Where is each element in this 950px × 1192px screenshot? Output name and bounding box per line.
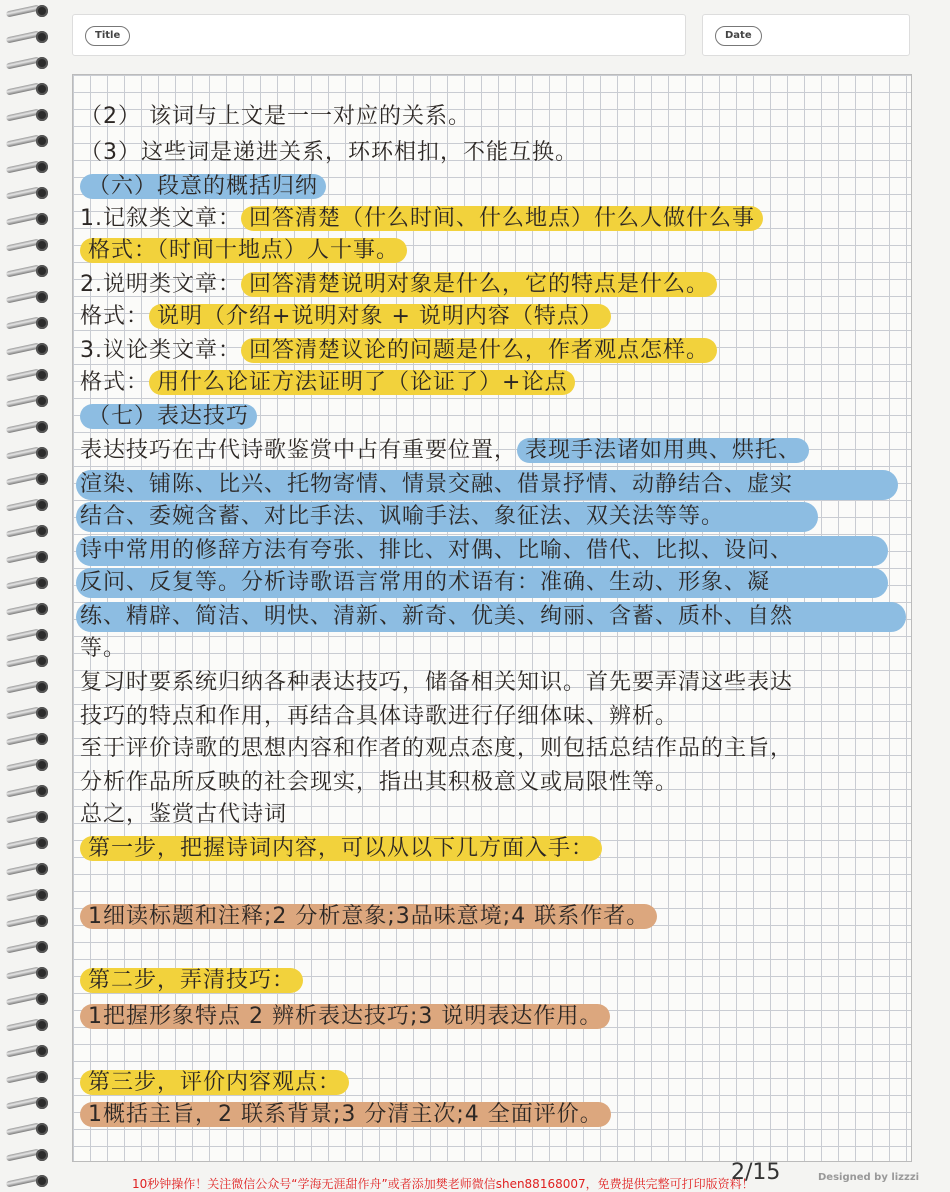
highlight-text: 回答清楚议论的问题是什么，作者观点怎样。	[241, 338, 717, 363]
line-label: 格式：	[80, 370, 150, 395]
title-field[interactable]	[72, 14, 686, 56]
heading-text: （七）表达技巧	[80, 404, 257, 429]
spiral-ring	[6, 1148, 50, 1162]
spiral-ring	[6, 368, 50, 382]
spiral-ring	[6, 472, 50, 486]
text-line: 等。	[80, 636, 127, 661]
spiral-ring	[6, 498, 50, 512]
spiral-ring	[6, 212, 50, 226]
line-label: 1.记叙类文章：	[80, 206, 241, 231]
spiral-ring	[6, 1096, 50, 1110]
title-label: Title	[85, 26, 130, 46]
spiral-ring	[6, 1070, 50, 1084]
spiral-ring	[6, 810, 50, 824]
highlight-text: 回答清楚说明对象是什么，它的特点是什么。	[241, 272, 717, 297]
text-line	[80, 270, 717, 300]
spiral-ring	[6, 758, 50, 772]
text-line: （3）这些词是递进关系，环环相扣，不能互换。	[80, 140, 578, 165]
spiral-ring	[6, 134, 50, 148]
spiral-ring	[6, 914, 50, 928]
section-heading	[80, 172, 326, 202]
spiral-ring	[6, 290, 50, 304]
highlight-text: 第一步，把握诗词内容，可以从以下几方面入手：	[80, 836, 602, 861]
text-line: 诗中常用的修辞方法有夸张、排比、对偶、比喻、借代、比拟、设问、	[80, 538, 794, 563]
spiral-ring	[6, 836, 50, 850]
date-field[interactable]	[702, 14, 910, 56]
spiral-ring	[6, 992, 50, 1006]
text-line	[80, 1002, 610, 1032]
text-line	[80, 302, 611, 332]
spiral-ring	[6, 576, 50, 590]
text-line: 结合、委婉含蓄、对比手法、讽喻手法、象征法、双关法等等。	[80, 504, 725, 529]
spiral-ring	[6, 186, 50, 200]
text-line	[80, 966, 303, 996]
spiral-ring	[6, 1018, 50, 1032]
text-line: 至于评价诗歌的思想内容和作者的观点态度，则包括总结作品的主旨，	[80, 736, 794, 761]
text-line	[80, 436, 809, 466]
line-label: 3.议论类文章：	[80, 338, 241, 363]
spiral-ring	[6, 862, 50, 876]
text-line: 反问、反复等。分析诗歌语言常用的术语有：准确、生动、形象、凝	[80, 570, 771, 595]
date-label: Date	[715, 26, 762, 46]
spiral-ring	[6, 342, 50, 356]
spiral-ring	[6, 940, 50, 954]
text-line	[80, 336, 717, 366]
spiral-ring	[6, 160, 50, 174]
spiral-ring	[6, 420, 50, 434]
highlight-text: 第三步，评价内容观点：	[80, 1070, 349, 1095]
spiral-ring	[6, 628, 50, 642]
spiral-ring	[6, 394, 50, 408]
text-line: 复习时要系统归纳各种表达技巧，储备相关知识。首先要弄清这些表达	[80, 670, 794, 695]
spiral-ring	[6, 446, 50, 460]
line-label: 2.说明类文章：	[80, 272, 241, 297]
text-line	[80, 834, 602, 864]
spiral-ring	[6, 550, 50, 564]
spiral-ring	[6, 56, 50, 70]
highlight-text: 第二步，弄清技巧：	[80, 968, 303, 993]
spiral-ring	[6, 888, 50, 902]
text-line: 技巧的特点和作用，再结合具体诗歌进行仔细体味、辨析。	[80, 704, 679, 729]
spiral-ring	[6, 602, 50, 616]
spiral-ring	[6, 108, 50, 122]
spiral-ring	[6, 706, 50, 720]
line-label: 格式：	[80, 304, 150, 329]
text-line: （2） 该词与上文是一一对应的关系。	[80, 104, 471, 129]
highlight-text: 用什么论证方法证明了（论证了）+论点	[149, 370, 575, 395]
spiral-ring	[6, 1174, 50, 1188]
heading-text: （六）段意的概括归纳	[80, 174, 326, 199]
text-line: 练、精辟、简洁、明快、清新、新奇、优美、绚丽、含蓄、质朴、自然	[80, 604, 794, 629]
text-line	[80, 902, 657, 932]
highlight-text: 表现手法诸如用典、烘托、	[517, 438, 809, 463]
spiral-ring	[6, 1044, 50, 1058]
spiral-ring	[6, 238, 50, 252]
spiral-ring	[6, 316, 50, 330]
spiral-ring	[6, 784, 50, 798]
highlight-text: 1细读标题和注释;2 分析意象;3品味意境;4 联系作者。	[80, 904, 657, 929]
text-line	[80, 236, 407, 266]
spiral-ring	[6, 654, 50, 668]
highlight-text: 格式：（时间十地点）人十事。	[80, 238, 407, 263]
text-line	[80, 368, 575, 398]
text-line: 分析作品所反映的社会现实，指出其积极意义或局限性等。	[80, 770, 679, 795]
text-line	[80, 1068, 349, 1098]
spiral-ring	[6, 732, 50, 746]
line-label: 表达技巧在古代诗歌鉴赏中占有重要位置，	[80, 438, 518, 463]
highlight-text: 1概括主旨，2 联系背景;3 分清主次;4 全面评价。	[80, 1102, 611, 1127]
highlight-text: 回答清楚（什么时间、什么地点）什么人做什么事	[241, 206, 763, 231]
text-line	[80, 204, 763, 234]
spiral-ring	[6, 82, 50, 96]
spiral-ring	[6, 966, 50, 980]
text-line: 总之，鉴赏古代诗词	[80, 802, 288, 827]
page-number: 2/15	[731, 1160, 781, 1185]
spiral-ring	[6, 4, 50, 18]
spiral-ring	[6, 524, 50, 538]
designer-credit: Designed by lizzzi	[818, 1172, 920, 1183]
text-line	[80, 1100, 611, 1130]
highlight-text: 1把握形象特点 2 辨析表达技巧;3 说明表达作用。	[80, 1004, 610, 1029]
spiral-ring	[6, 1122, 50, 1136]
spiral-ring	[6, 680, 50, 694]
spiral-binding	[0, 0, 58, 1192]
section-heading	[80, 402, 257, 432]
spiral-ring	[6, 30, 50, 44]
text-line: 渲染、铺陈、比兴、托物寄情、情景交融、借景抒情、动静结合、虚实	[80, 472, 794, 497]
highlight-text: 说明（介绍+说明对象 + 说明内容（特点）	[149, 304, 611, 329]
footer-note: 10秒钟操作！关注微信公众号“学海无涯甜作舟”或者添加樊老师微信shen88168007，免费提供完整可打印版资料！	[132, 1177, 754, 1191]
spiral-ring	[6, 264, 50, 278]
